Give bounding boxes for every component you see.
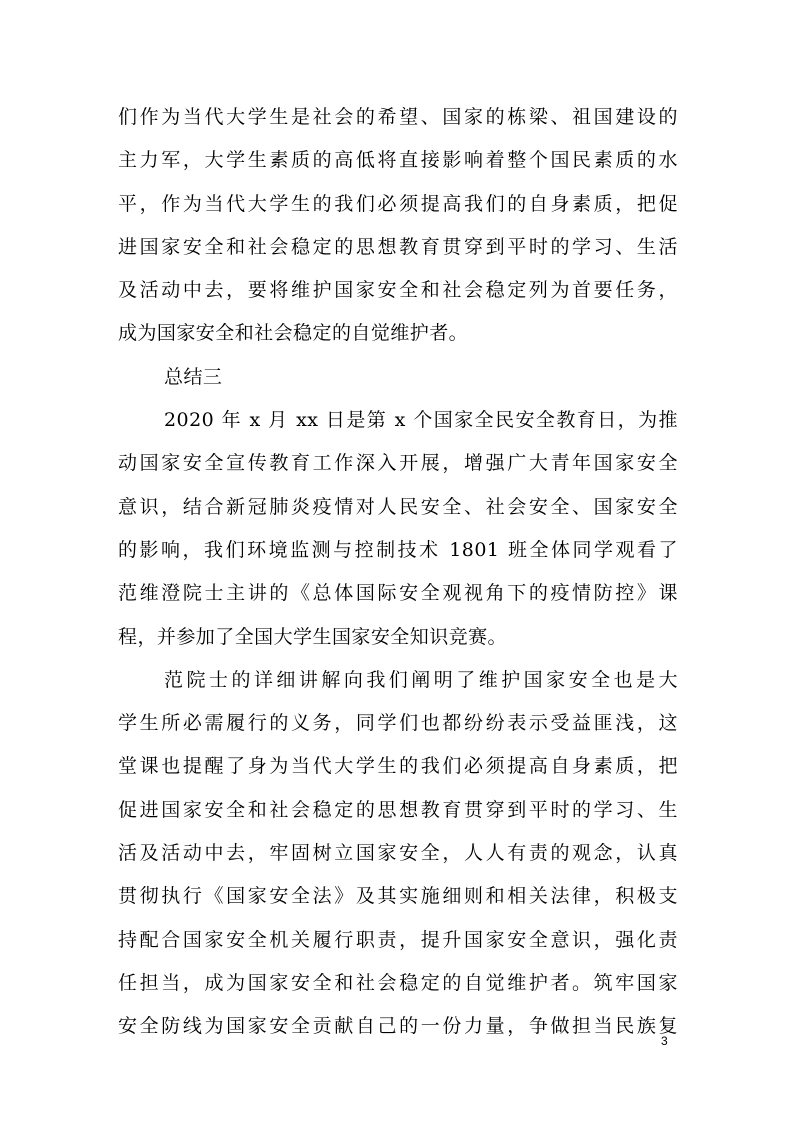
text-line-16: 堂课也提醒了身为当代大学生的我们必须提高自身素质，把 [118, 755, 678, 778]
text-line-4: 进国家安全和社会稳定的思想教育贯穿到平时的学习、生活 [118, 235, 678, 258]
text-line-12: 范维澄院士主讲的《总体国际安全观视角下的疫情防控》课 [118, 582, 678, 605]
text-line-21: 任担当，成为国家安全和社会稳定的自觉维护者。筑牢国家 [118, 971, 678, 994]
text-line-10: 意识，结合新冠肺炎疫情对人民安全、社会安全、国家安全 [118, 495, 678, 518]
page-number: 3 [661, 1034, 668, 1048]
text-line-15: 学生所必需履行的义务，同学们也都纷纷表示受益匪浅，这 [118, 712, 678, 735]
body-text [118, 96, 678, 1049]
text-line-17: 促进国家安全和社会稳定的思想教育贯穿到平时的学习、生 [118, 798, 678, 821]
text-line-9: 动国家安全宣传教育工作深入开展，增强广大青年国家安全 [118, 452, 678, 475]
text-line-5: 及活动中去，要将维护国家安全和社会稳定列为首要任务， [118, 279, 678, 302]
text-line-6: 成为国家安全和社会稳定的自觉维护者。 [118, 322, 469, 345]
text-line-19: 贯彻执行《国家安全法》及其实施细则和相关法律，积极支 [118, 885, 678, 908]
text-line-11: 的影响，我们环境监测与控制技术 1801 班全体同学观看了 [118, 538, 678, 561]
text-line-1: 们作为当代大学生是社会的希望、国家的栋梁、祖国建设的 [118, 106, 678, 128]
text-line-20: 持配合国家安全机关履行职责，提升国家安全意识，强化责 [118, 928, 678, 951]
text-line-13: 程，并参加了全国大学生国家安全知识竞赛。 [118, 625, 508, 648]
text-line-18: 活及活动中去，牢固树立国家安全，人人有责的观念，认真 [118, 842, 678, 865]
text-line-22: 安全防线为国家安全贡献自己的一份力量，争做担当民族复 [118, 1015, 678, 1038]
text-line-8: 2020 年 x 月 xx 日是第 x 个国家全民安全教育日，为推 [164, 409, 678, 432]
text-line-14: 范院士的详细讲解向我们阐明了维护国家安全也是大 [164, 668, 678, 691]
text-line-2: 主力军，大学生素质的高低将直接影响着整个国民素质的水 [118, 149, 678, 172]
section-heading: 总结三 [164, 365, 223, 388]
text-line-3: 平，作为当代大学生的我们必须提高我们的自身素质，把促 [118, 192, 678, 215]
